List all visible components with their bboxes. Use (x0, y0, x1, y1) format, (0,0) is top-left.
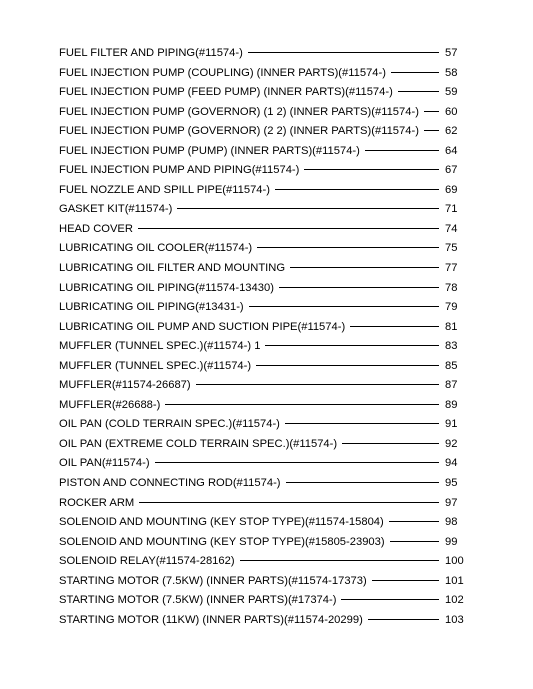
toc-entry-page-number: 103 (445, 613, 464, 626)
toc-entry-title: LUBRICATING OIL PIPING(#11574-13430) (59, 281, 274, 294)
toc-entry-page-number: 83 (445, 340, 458, 353)
toc-entry-page-number: 60 (445, 105, 458, 118)
toc-entry-page-number: 92 (445, 437, 458, 450)
toc-entry-title: GASKET KIT(#11574-) (59, 203, 173, 216)
toc-entry-page-number: 102 (445, 594, 464, 607)
toc-entry-page-number: 64 (445, 144, 458, 157)
toc-entry[interactable] (59, 83, 469, 103)
toc-entry-page-number: 89 (445, 398, 458, 411)
toc-entry-title: FUEL INJECTION PUMP (PUMP) (INNER PARTS)(#11574-) (59, 144, 360, 157)
toc-leader-line (398, 91, 439, 92)
toc-entry[interactable] (59, 494, 469, 514)
toc-entry-title: FUEL INJECTION PUMP (COUPLING) (INNER PARTS)(#11574-) (59, 66, 386, 79)
toc-entry-title: FUEL FILTER AND PIPING(#11574-) (59, 47, 243, 59)
toc-leader-line (304, 169, 439, 170)
toc-leader-line (279, 287, 439, 288)
toc-entry-title: PISTON AND CONNECTING ROD(#11574-) (59, 477, 281, 490)
toc-leader-line (138, 228, 439, 229)
toc-leader-line (389, 521, 439, 522)
toc-leader-line (139, 502, 439, 503)
toc-entry-title: HEAD COVER (59, 222, 133, 235)
toc-leader-line (285, 423, 439, 424)
toc-entry[interactable] (59, 337, 469, 357)
toc-entry[interactable] (59, 279, 469, 299)
toc-entry[interactable] (59, 259, 469, 279)
toc-entry[interactable] (59, 200, 469, 220)
toc-entry-title: FUEL INJECTION PUMP (GOVERNOR) (2 2) (INNER PARTS)(#11574-) (59, 125, 419, 138)
toc-entry[interactable] (59, 64, 469, 84)
toc-leader-line (391, 72, 439, 73)
toc-entry[interactable] (59, 181, 469, 201)
toc-leader-line (372, 580, 439, 581)
toc-entry-page-number: 101 (445, 574, 464, 587)
toc-entry-page-number: 91 (445, 418, 458, 431)
toc-entry-page-number: 74 (445, 222, 458, 235)
toc-entry-title: MUFFLER(#11574-26687) (59, 379, 191, 392)
toc-leader-line (248, 52, 439, 53)
toc-entry-page-number: 87 (445, 379, 458, 392)
toc-leader-line (240, 560, 439, 561)
toc-entry-title: SOLENOID AND MOUNTING (KEY STOP TYPE)(#15805-23903) (59, 535, 385, 548)
toc-entry[interactable] (59, 44, 469, 64)
toc-leader-line (155, 462, 439, 463)
toc-entry[interactable] (59, 396, 469, 416)
toc-entry[interactable] (59, 220, 469, 240)
toc-entry-title: STARTING MOTOR (7.5KW) (INNER PARTS)(#11574-17373) (59, 574, 367, 587)
toc-entry-page-number: 81 (445, 320, 458, 333)
toc-entry-page-number: 58 (445, 66, 458, 79)
toc-leader-line (249, 306, 439, 307)
toc-entry-title: SOLENOID RELAY(#11574-28162) (59, 555, 235, 568)
toc-leader-line (368, 619, 439, 620)
toc-entry[interactable] (59, 533, 469, 553)
toc-entry-title: LUBRICATING OIL PUMP AND SUCTION PIPE(#11574-) (59, 320, 346, 333)
toc-leader-line (365, 150, 439, 151)
toc-entry-title: OIL PAN(#11574-) (59, 457, 150, 470)
toc-entry[interactable] (59, 239, 469, 259)
toc-entry-page-number: 100 (445, 555, 464, 568)
toc-entry-title: OIL PAN (EXTREME COLD TERRAIN SPEC.)(#11574-) (59, 437, 338, 450)
toc-entry-page-number: 75 (445, 242, 458, 255)
toc-leader-line (257, 247, 439, 248)
toc-leader-line (265, 345, 439, 346)
toc-entry[interactable] (59, 376, 469, 396)
toc-entry-title: FUEL NOZZLE AND SPILL PIPE(#11574-) (59, 183, 270, 196)
toc-entry-page-number: 78 (445, 281, 458, 294)
toc-leader-line (290, 267, 439, 268)
toc-leader-line (390, 541, 439, 542)
toc-entry-title: MUFFLER (TUNNEL SPEC.)(#11574-) (59, 359, 252, 372)
toc-leader-line (256, 365, 439, 366)
toc-leader-line (177, 208, 439, 209)
toc-entry-page-number: 71 (445, 203, 458, 216)
toc-leader-line (424, 111, 439, 112)
toc-entry-title: STARTING MOTOR (11KW) (INNER PARTS)(#11574-20299) (59, 613, 363, 626)
toc-entry[interactable] (59, 435, 469, 455)
toc-leader-line (342, 443, 439, 444)
toc-leader-line (350, 326, 439, 327)
toc-entry-page-number: 85 (445, 359, 458, 372)
toc-leader-line (341, 599, 439, 600)
toc-entry[interactable] (59, 611, 469, 631)
toc-leader-line (165, 404, 439, 405)
table-of-contents (59, 44, 469, 630)
toc-entry-title: MUFFLER(#26688-) (59, 398, 161, 411)
toc-entry-page-number: 62 (445, 125, 458, 138)
toc-entry-page-number: 98 (445, 516, 458, 529)
toc-entry-page-number: 95 (445, 477, 458, 490)
toc-entry-page-number: 67 (445, 164, 458, 177)
toc-leader-line (196, 384, 439, 385)
toc-entry[interactable] (59, 454, 469, 474)
toc-entry[interactable] (59, 298, 469, 318)
toc-entry[interactable] (59, 591, 469, 611)
toc-entry-title: STARTING MOTOR (7.5KW) (INNER PARTS)(#17374-) (59, 594, 337, 607)
toc-entry[interactable] (59, 142, 469, 162)
toc-leader-line (275, 189, 439, 190)
toc-entry[interactable] (59, 474, 469, 494)
toc-entry[interactable] (59, 103, 469, 123)
toc-entry[interactable] (59, 552, 469, 572)
toc-entry-title: OIL PAN (COLD TERRAIN SPEC.)(#11574-) (59, 418, 280, 431)
toc-entry[interactable] (59, 122, 469, 142)
toc-entry-title: LUBRICATING OIL COOLER(#11574-) (59, 242, 253, 255)
toc-entry-page-number: 79 (445, 301, 458, 314)
toc-entry-page-number: 94 (445, 457, 458, 470)
toc-entry-page-number: 69 (445, 183, 458, 196)
toc-entry-page-number: 77 (445, 262, 458, 275)
toc-leader-line (286, 482, 439, 483)
toc-entry[interactable] (59, 415, 469, 435)
toc-entry[interactable] (59, 572, 469, 592)
toc-entry-title: LUBRICATING OIL PIPING(#13431-) (59, 301, 244, 314)
toc-entry-page-number: 99 (445, 535, 458, 548)
toc-entry-title: LUBRICATING OIL FILTER AND MOUNTING (59, 262, 286, 275)
toc-entry[interactable] (59, 318, 469, 338)
toc-entry[interactable] (59, 161, 469, 181)
toc-entry-title: FUEL INJECTION PUMP (FEED PUMP) (INNER PARTS)(#11574-) (59, 86, 393, 99)
toc-entry[interactable] (59, 357, 469, 377)
toc-entry-title: ROCKER ARM (59, 496, 135, 509)
toc-entry-page-number: 97 (445, 496, 458, 509)
toc-entry-title: FUEL INJECTION PUMP (GOVERNOR) (1 2) (INNER PARTS)(#11574-) (59, 105, 419, 118)
toc-entry-title: MUFFLER (TUNNEL SPEC.)(#11574-) 1 (59, 340, 261, 353)
toc-entry-title: FUEL INJECTION PUMP AND PIPING(#11574-) (59, 164, 300, 177)
toc-leader-line (424, 130, 439, 131)
toc-entry-page-number: 57 (445, 47, 458, 59)
toc-entry-page-number: 59 (445, 86, 458, 99)
toc-entry[interactable] (59, 513, 469, 533)
toc-entry-title: SOLENOID AND MOUNTING (KEY STOP TYPE)(#11574-15804) (59, 516, 384, 529)
